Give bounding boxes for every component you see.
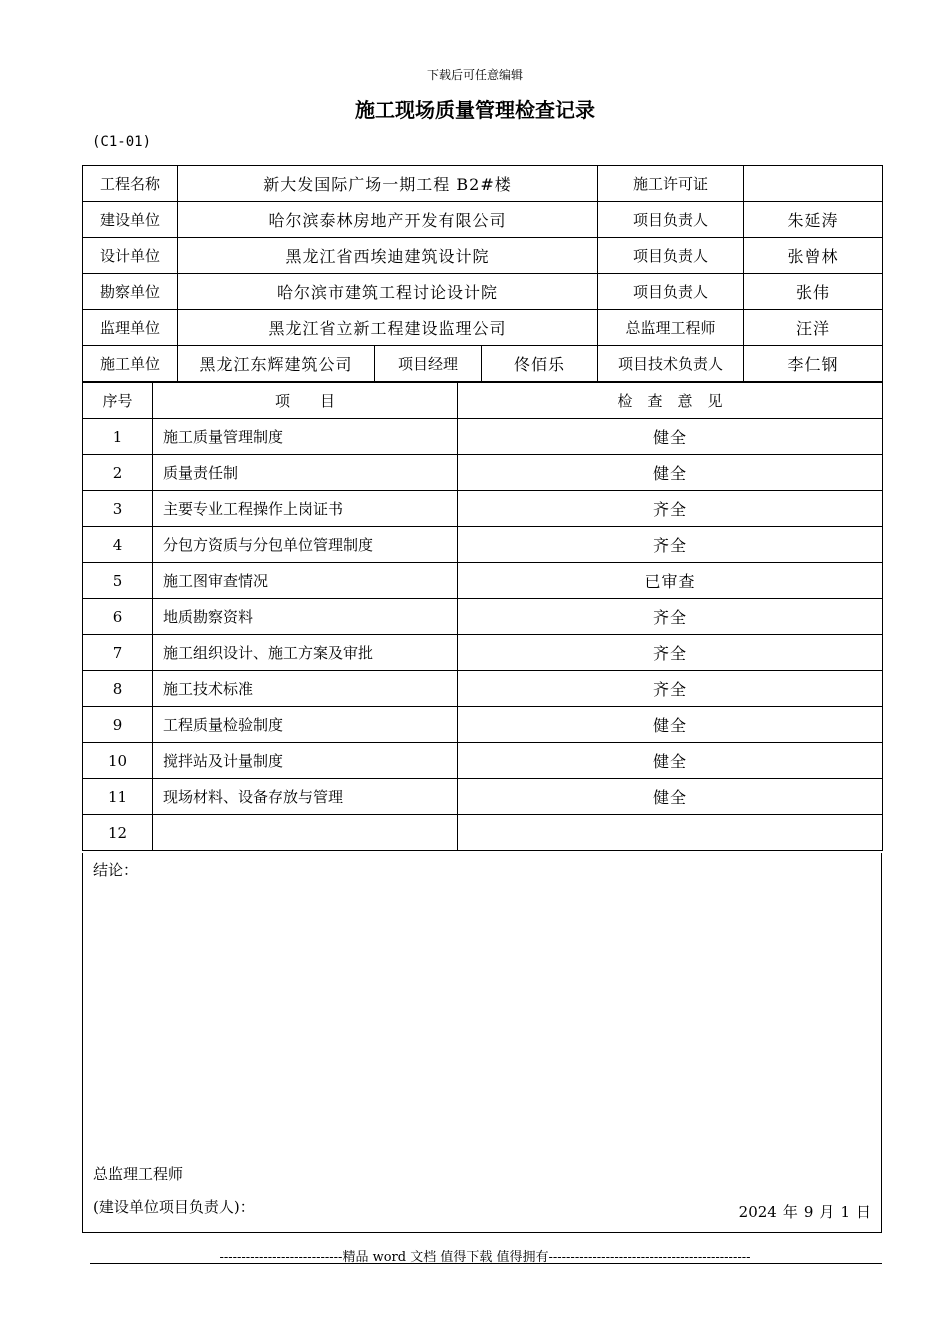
info-row-contractor — [83, 346, 883, 382]
info-row-owner — [83, 202, 883, 238]
item-opinion: 已审查 — [458, 563, 883, 599]
manager-value: 佟佰乐 — [482, 346, 598, 382]
chief-engineer-signature-label: 总监理工程师 — [93, 1165, 184, 1183]
item-no: 11 — [83, 779, 153, 815]
item-name: 搅拌站及计量制度 — [153, 743, 458, 779]
date-day: 1 — [840, 1203, 850, 1221]
design-pm-value: 张曾林 — [744, 238, 883, 274]
owner-pm-signature-label: (建设单位项目负责人)： — [93, 1198, 255, 1216]
item-no: 12 — [83, 815, 153, 851]
item-opinion: 齐全 — [458, 635, 883, 671]
table-row — [83, 419, 883, 455]
project-name-value: 新大发国际广场一期工程 B2#楼 — [178, 166, 598, 202]
item-name: 现场材料、设备存放与管理 — [153, 779, 458, 815]
tech-lead-label: 项目技术负责人 — [598, 346, 744, 382]
manager-label: 项目经理 — [375, 346, 482, 382]
item-name: 施工图审查情况 — [153, 563, 458, 599]
info-row-project — [83, 166, 883, 202]
item-name: 施工质量管理制度 — [153, 419, 458, 455]
owner-label: 建设单位 — [83, 202, 178, 238]
table-row — [83, 455, 883, 491]
item-name: 质量责任制 — [153, 455, 458, 491]
permit-label: 施工许可证 — [598, 166, 744, 202]
table-row — [83, 671, 883, 707]
item-opinion: 健全 — [458, 743, 883, 779]
owner-pm-label: 项目负责人 — [598, 202, 744, 238]
item-no: 1 — [83, 419, 153, 455]
header-opinion: 检 查 意 见 — [458, 383, 883, 419]
inspection-items-table — [82, 382, 883, 851]
contractor-value: 黑龙江东辉建筑公司 — [178, 346, 375, 382]
date-month: 9 — [803, 1203, 814, 1221]
survey-pm-label: 项目负责人 — [598, 274, 744, 310]
conclusion-section — [82, 853, 882, 1233]
item-no: 9 — [83, 707, 153, 743]
top-note: 下载后可任意编辑 — [426, 68, 523, 82]
item-opinion: 健全 — [458, 779, 883, 815]
survey-label: 勘察单位 — [83, 274, 178, 310]
page-title: 施工现场质量管理检查记录 — [355, 98, 595, 122]
item-no: 5 — [83, 563, 153, 599]
survey-value: 哈尔滨市建筑工程讨论设计院 — [178, 274, 598, 310]
header-item: 项 目 — [153, 383, 458, 419]
item-name: 地质勘察资料 — [153, 599, 458, 635]
owner-value: 哈尔滨泰林房地产开发有限公司 — [178, 202, 598, 238]
item-opinion: 齐全 — [458, 491, 883, 527]
table-row — [83, 599, 883, 635]
item-opinion: 健全 — [458, 455, 883, 491]
supervision-value: 黑龙江省立新工程建设监理公司 — [178, 310, 598, 346]
item-opinion: 齐全 — [458, 599, 883, 635]
chief-engineer-value: 汪洋 — [744, 310, 883, 346]
table-row — [83, 563, 883, 599]
item-no: 2 — [83, 455, 153, 491]
item-opinion: 齐全 — [458, 527, 883, 563]
table-row — [83, 779, 883, 815]
item-name — [153, 815, 458, 851]
project-name-label: 工程名称 — [83, 166, 178, 202]
table-row — [83, 707, 883, 743]
contractor-label: 施工单位 — [83, 346, 178, 382]
owner-pm-value: 朱延涛 — [744, 202, 883, 238]
item-name: 分包方资质与分包单位管理制度 — [153, 527, 458, 563]
info-row-survey — [83, 274, 883, 310]
design-pm-label: 项目负责人 — [598, 238, 744, 274]
item-no: 4 — [83, 527, 153, 563]
supervision-label: 监理单位 — [83, 310, 178, 346]
item-name: 工程质量检验制度 — [153, 707, 458, 743]
item-no: 7 — [83, 635, 153, 671]
item-no: 8 — [83, 671, 153, 707]
item-opinion: 齐全 — [458, 671, 883, 707]
table-row — [83, 491, 883, 527]
header-no: 序号 — [83, 383, 153, 419]
conclusion-label: 结论： — [93, 861, 139, 879]
table-row — [83, 743, 883, 779]
chief-engineer-label: 总监理工程师 — [598, 310, 744, 346]
info-row-supervision — [83, 310, 883, 346]
info-row-design — [83, 238, 883, 274]
item-opinion: 健全 — [458, 419, 883, 455]
table-row — [83, 527, 883, 563]
permit-value — [744, 166, 883, 202]
item-opinion — [458, 815, 883, 851]
document-code: (C1-01) — [92, 134, 152, 150]
item-no: 10 — [83, 743, 153, 779]
design-label: 设计单位 — [83, 238, 178, 274]
item-no: 3 — [83, 491, 153, 527]
table-row — [83, 815, 883, 851]
date-year-unit: 年 — [782, 1203, 798, 1221]
table-row — [83, 635, 883, 671]
date-year: 2024 — [738, 1203, 777, 1221]
item-no: 6 — [83, 599, 153, 635]
survey-pm-value: 张伟 — [744, 274, 883, 310]
tech-lead-value: 李仁钢 — [744, 346, 883, 382]
footer-note: ----------------------------精品 word 文档 值得下载 值得拥有---------------------------------------------- — [219, 1250, 751, 1265]
project-info-table — [82, 165, 883, 382]
date-month-unit: 月 — [819, 1203, 835, 1221]
footer-divider — [90, 1263, 882, 1264]
date-day-unit: 日 — [855, 1203, 871, 1221]
item-opinion: 健全 — [458, 707, 883, 743]
items-header-row — [83, 383, 883, 419]
item-name: 施工组织设计、施工方案及审批 — [153, 635, 458, 671]
item-name: 主要专业工程操作上岗证书 — [153, 491, 458, 527]
item-name: 施工技术标准 — [153, 671, 458, 707]
signature-date — [733, 1201, 871, 1222]
design-value: 黑龙江省西埃迪建筑设计院 — [178, 238, 598, 274]
